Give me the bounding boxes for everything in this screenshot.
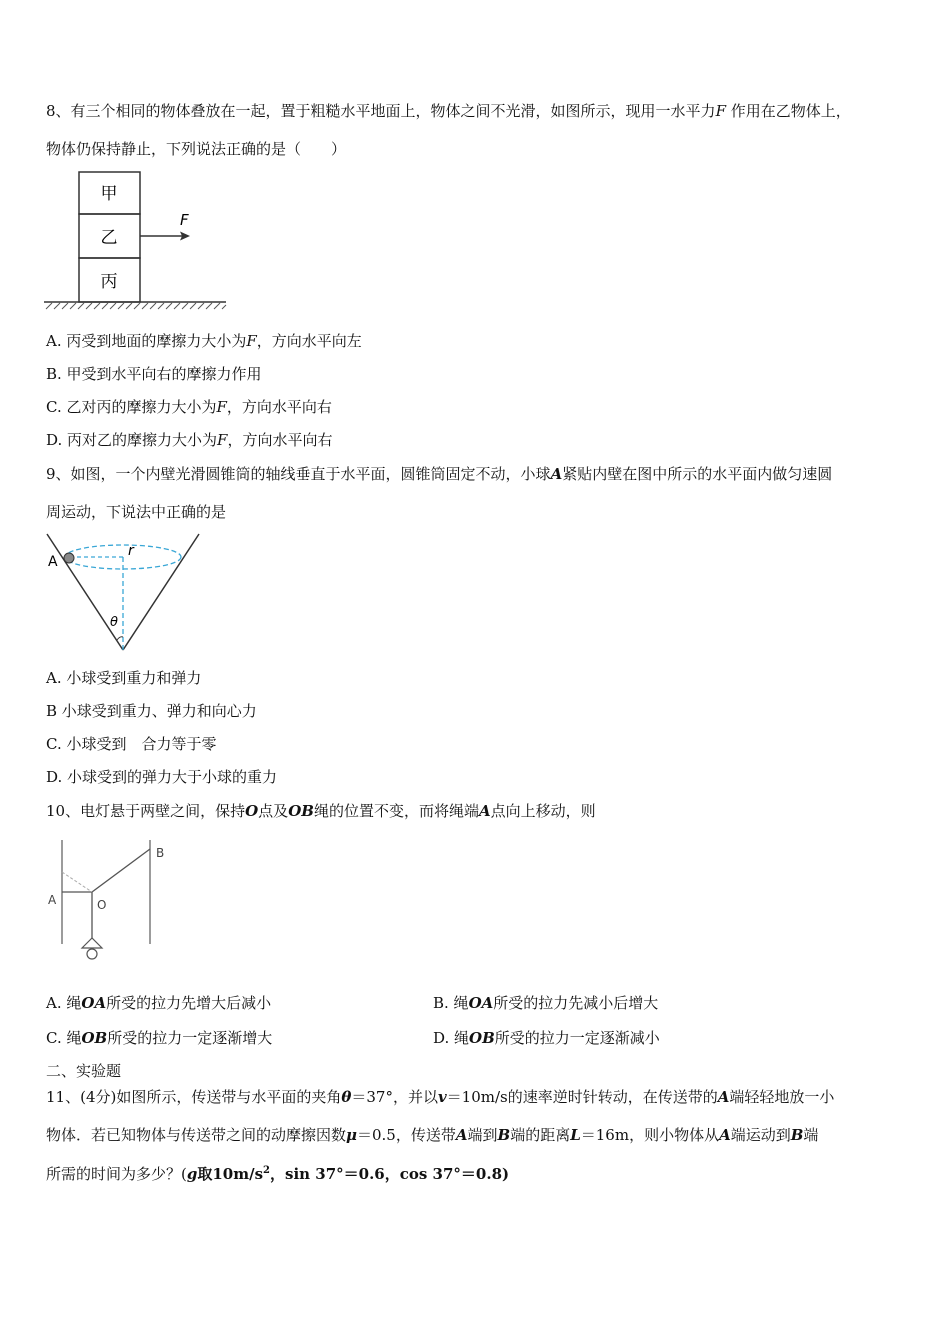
option-symbol: OB	[469, 1029, 495, 1047]
rope-ob	[92, 849, 150, 892]
q11-superscript: 2	[263, 1165, 270, 1176]
lamp-shade	[82, 938, 102, 948]
q10-option-b[interactable]	[433, 993, 658, 1013]
q9-ball-symbol: A	[550, 465, 563, 483]
q9-text: 紧贴内壁在图中所示的水平面内做匀速圆	[562, 465, 833, 483]
q11-text: 端的距离	[510, 1126, 571, 1144]
q10-lamp-figure	[44, 834, 174, 970]
q8-option-c[interactable]	[46, 397, 332, 417]
q11-text: ＝0.5，传送带	[357, 1126, 456, 1144]
angle-label: θ	[110, 615, 118, 630]
q9-stem-line2: 周运动，下说法中正确的是	[46, 503, 227, 521]
option-text: A. 丙受到地面的摩擦力大小为	[46, 332, 247, 350]
q9-option-c[interactable]: C. 小球受到 合力等于零	[46, 735, 217, 753]
q8-text: 作用在乙物体上，	[725, 102, 851, 120]
q8-option-a[interactable]	[46, 331, 362, 351]
option-symbol: OB	[81, 1029, 108, 1047]
q9-option-b[interactable]: B 小球受到重力、弹力和向心力	[46, 702, 257, 720]
q11-symbol: μ	[346, 1126, 357, 1144]
q9-stem-line1	[46, 464, 832, 484]
block-bing-label: 丙	[100, 272, 118, 292]
q11-symbol: g	[186, 1165, 198, 1183]
option-symbol: F	[246, 332, 257, 350]
q11-symbol: A	[455, 1126, 468, 1144]
q10-symbol: O	[245, 802, 259, 820]
radius-label: r	[128, 543, 134, 559]
option-symbol: F	[217, 431, 228, 449]
option-symbol: F	[216, 398, 227, 416]
q10-option-a[interactable]	[46, 993, 271, 1013]
cone-left-wall	[47, 534, 123, 650]
q10-symbol: A	[478, 802, 491, 820]
option-text: 所受的拉力先减小后增大	[493, 994, 659, 1012]
q10-stem	[46, 801, 596, 821]
q10-option-d[interactable]	[433, 1028, 660, 1048]
q8-option-b[interactable]	[46, 364, 262, 384]
q11-symbol: B	[790, 1126, 804, 1144]
q11-symbol: θ	[341, 1088, 352, 1106]
option-text: ，方向水平向右	[226, 398, 332, 416]
q11-text: 端轻轻地放一小	[729, 1088, 835, 1106]
q11-text: 11、(4分)如图所示，传送带与水平面的夹角	[46, 1088, 342, 1106]
q8-stem-line1	[46, 101, 851, 121]
option-text: B. 绳	[433, 994, 469, 1012]
q11-text: ＝10m/s的速率逆时针转动，在传送带的	[446, 1088, 718, 1106]
option-text: D. 绳	[433, 1029, 470, 1047]
ground-hatch	[46, 303, 226, 309]
q11-text: ＝16m，则小物体从	[580, 1126, 720, 1144]
q9-text: 9、如图，一个内壁光滑圆锥筒的轴线垂直于水平面，圆锥筒固定不动，小球	[46, 465, 551, 483]
q8-stacked-blocks-figure	[44, 168, 234, 313]
block-yi-label: 乙	[100, 228, 118, 248]
point-a-label: A	[48, 893, 57, 907]
q11-line2	[46, 1125, 818, 1145]
q11-symbol: v	[437, 1088, 447, 1106]
option-text: ，方向水平向左	[256, 332, 362, 350]
q11-line3	[46, 1161, 509, 1184]
option-symbol: OA	[468, 994, 494, 1012]
q11-text: 端运动到	[730, 1126, 791, 1144]
q11-symbol: A	[719, 1126, 731, 1144]
q10-text: 10、电灯悬于两壁之间，保持	[46, 802, 246, 820]
q8-option-d[interactable]	[46, 430, 332, 450]
q10-text: 点及	[258, 802, 289, 820]
point-o-label: O	[97, 898, 107, 912]
block-jia-label: 甲	[100, 184, 118, 204]
option-text: C. 绳	[46, 1029, 82, 1047]
q10-option-c[interactable]	[46, 1028, 272, 1048]
q11-text: ，sin 37°＝0.6，cos 37°＝0.8)	[270, 1165, 510, 1183]
q8-force-symbol: F	[715, 102, 726, 120]
option-text: B. 甲受到水平向右的摩擦力作用	[46, 365, 262, 383]
q11-line1	[46, 1087, 834, 1107]
q9-option-d[interactable]: D. 小球受到的弹力大于小球的重力	[46, 768, 278, 786]
option-text: 所受的拉力先增大后减小	[106, 994, 272, 1012]
q8-stem-line2: 物体仍保持静止，下列说法正确的是（ ）	[46, 140, 347, 158]
option-text: A. 绳	[46, 994, 82, 1012]
q10-text: 绳的位置不变，而将绳端	[313, 802, 479, 820]
option-text: D. 丙对乙的摩擦力大小为	[46, 431, 218, 449]
ball-label: A	[48, 554, 58, 570]
lamp-bulb	[87, 949, 97, 959]
q11-text: 端	[803, 1126, 819, 1144]
q8-text: 8、有三个相同的物体叠放在一起，置于粗糙水平地面上，物体之间不光滑，如图所示，现用一水平力	[46, 102, 716, 120]
option-text: C. 乙对丙的摩擦力大小为	[46, 398, 217, 416]
rope-oa-moved	[62, 872, 92, 892]
q9-option-a[interactable]: A. 小球受到重力和弹力	[46, 669, 202, 687]
option-text: 所受的拉力一定逐渐增大	[107, 1029, 273, 1047]
section-heading: 二、实验题	[46, 1062, 122, 1080]
q11-symbol: A	[717, 1088, 730, 1106]
q10-symbol: OB	[288, 802, 314, 820]
ball-a	[64, 553, 74, 563]
q11-text: ＝37°，并以	[351, 1088, 438, 1106]
q11-text: 端到	[467, 1126, 498, 1144]
q11-text: 取10m/s	[197, 1165, 264, 1183]
force-label: F	[180, 211, 189, 229]
q11-symbol: L	[570, 1126, 581, 1144]
option-text: 所受的拉力一定逐渐减小	[494, 1029, 660, 1047]
q11-symbol: B	[497, 1126, 511, 1144]
q10-text: 点向上移动，则	[490, 802, 596, 820]
option-symbol: OA	[81, 994, 107, 1012]
point-b-label: B	[156, 846, 165, 860]
q11-text: 物体．若已知物体与传送带之间的动摩擦因数	[46, 1126, 347, 1144]
q9-cone-figure	[44, 530, 209, 658]
option-text: ，方向水平向右	[227, 431, 333, 449]
angle-arc	[117, 637, 123, 640]
q11-text: 所需的时间为多少？(	[46, 1165, 187, 1183]
cone-right-wall	[123, 534, 199, 650]
